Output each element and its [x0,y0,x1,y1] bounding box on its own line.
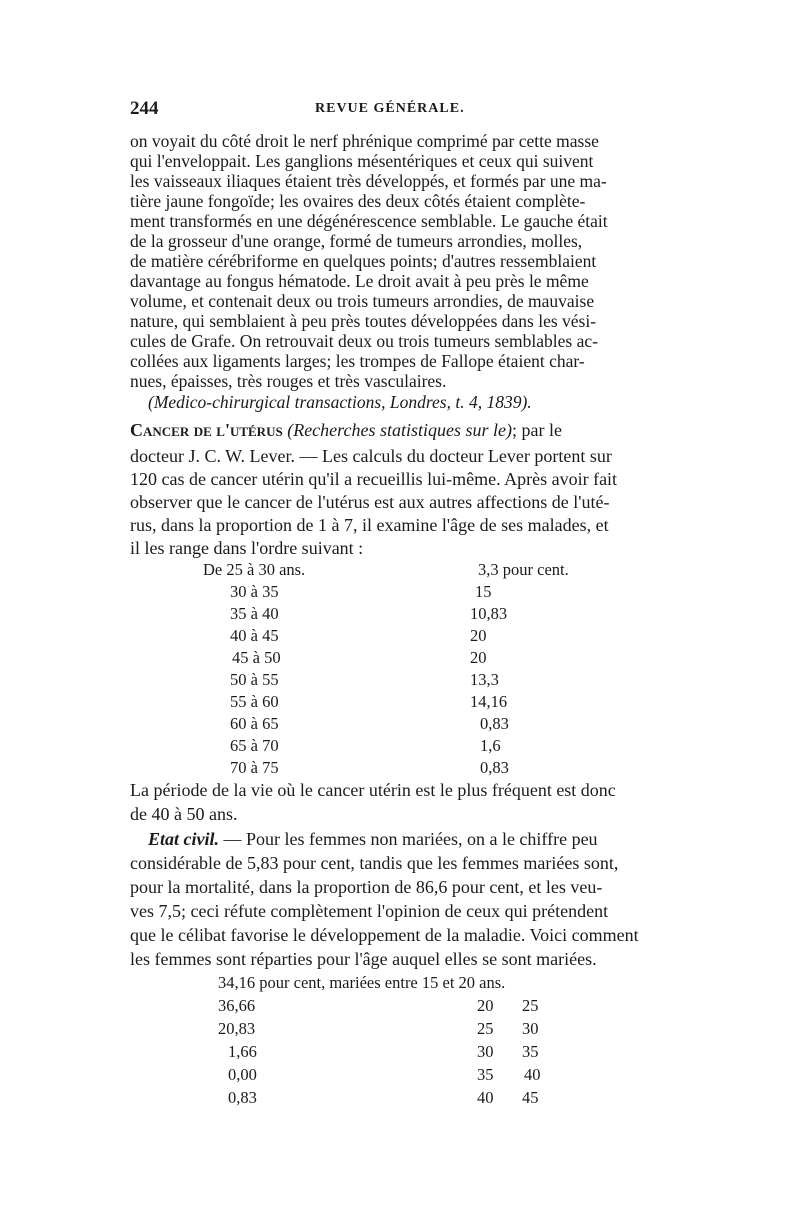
body-line: il les range dans l'ordre suivant : [130,538,364,558]
body-line: les femmes sont réparties pour l'âge auquel elles se sont mariées. [130,949,597,969]
body-line: 120 cas de cancer utérin qu'il a recueillis lui-même. Après avoir fait [130,469,618,489]
body-line: cules de Grafe. On retrouvait deux ou trois tumeurs semblables ac- [130,331,598,351]
age-range: 30 à 35 [230,582,279,601]
marriage-percent: 20,83 [218,1019,256,1038]
body-line: docteur J. C. W. Lever. — Les calculs du docteur Lever portent sur [130,446,612,466]
age-range: 70 à 75 [230,758,279,777]
marriage-percent: 0,83 [228,1088,257,1107]
age-range: 40 à 45 [230,626,279,645]
body-line: on voyait du côté droit le nerf phrénique comprimé par cette masse [130,131,599,151]
section-title: Cancer de l'utérus [130,420,283,440]
age-range: 35 à 40 [230,604,279,623]
marriage-age-from: 40 [477,1088,494,1107]
body-line: de matière cérébriforme en quelques points; d'autres ressemblaient [130,251,597,271]
marriage-age-to: 40 [524,1065,541,1084]
running-title: REVUE GÉNÉRALE. [315,101,465,116]
page-number: 244 [130,98,159,119]
body-line: qui l'enveloppait. Les ganglions mésentériques et ceux qui suivent [130,151,594,171]
body-line: considérable de 5,83 pour cent, tandis que les femmes mariées sont, [130,853,619,873]
body-line: nature, qui semblaient à peu près toutes développées dans les vési- [130,311,597,331]
body-line [148,829,598,850]
section-subtitle: (Recherches statistiques sur le) [287,420,512,440]
age-percent: 1,6 [480,736,501,755]
citation: (Medico-chirurgical transactions, Londres, t. 4, 1839). [148,392,532,412]
body-line: tière jaune fongoïde; les ovaires des deux côtés étaient complète- [130,191,586,211]
body-line: collées aux ligaments larges; les trompes de Fallope étaient char- [130,351,585,371]
body-line: que le célibat favorise le développement de la maladie. Voici comment [130,925,639,945]
body-line: ves 7,5; ceci réfute complètement l'opinion de ceux qui prétendent [130,901,609,921]
age-percent: 0,83 [480,758,509,777]
body-line: les vaisseaux iliaques étaient très développés, et formés par une ma- [130,171,607,191]
marriage-age-to: 25 [522,996,539,1015]
marriage-age-from: 25 [477,1019,494,1038]
body-line: La période de la vie où le cancer utérin est le plus fréquent est donc [130,780,616,800]
age-range: 45 à 50 [232,648,281,667]
body-line: volume, et contenait deux ou trois tumeurs arrondies, de mauvaise [130,291,595,311]
run-in-heading: Etat civil. [148,829,219,849]
body-line: pour la mortalité, dans la proportion de 86,6 pour cent, et les veu- [130,877,603,897]
age-range: 65 à 70 [230,736,279,755]
body-line: de la grosseur d'une orange, formé de tumeurs arrondies, molles, [130,231,583,251]
body-line: nues, épaisses, très rouges et très vasculaires. [130,371,447,391]
marriage-age-from: 20 [477,996,494,1015]
age-percent: 10,83 [470,604,508,623]
marriage-percent: 1,66 [228,1042,257,1061]
body-line: rus, dans la proportion de 1 à 7, il examine l'âge de ses malades, et [130,515,609,535]
marriage-age-from: 30 [477,1042,494,1061]
age-range: 60 à 65 [230,714,279,733]
marriage-percent: 36,66 [218,996,256,1015]
age-range: 50 à 55 [230,670,279,689]
age-percent: 13,3 [470,670,499,689]
marriage-age-to: 35 [522,1042,539,1061]
marriage-age-from: 35 [477,1065,494,1084]
body-line: de 40 à 50 ans. [130,804,238,824]
marriage-percent: 0,00 [228,1065,257,1084]
page-header [130,98,670,122]
age-percent: 15 [475,582,492,601]
marriage-age-to: 45 [522,1088,539,1107]
age-range: De 25 à 30 ans. [203,560,306,579]
age-percent: 14,16 [470,692,508,711]
section-title-tail: ; par le [511,420,562,440]
body-line: davantage au fongus hématode. Le droit avait à peu près le même [130,271,589,291]
age-percent: 3,3 pour cent. [478,560,569,579]
age-range: 55 à 60 [230,692,279,711]
marriage-first-row: 34,16 pour cent, mariées entre 15 et 20 ans. [218,973,506,992]
age-percent: 0,83 [480,714,509,733]
age-percent: 20 [470,626,487,645]
body-line: ment transformés en une dégénérescence semblable. Le gauche était [130,211,608,231]
body-line: observer que le cancer de l'utérus est aux autres affections de l'uté- [130,492,610,512]
age-percent: 20 [470,648,487,667]
section-heading [130,420,562,441]
marriage-age-to: 30 [522,1019,539,1038]
run-in-text: — Pour les femmes non mariées, on a le chiffre peu [219,829,598,849]
